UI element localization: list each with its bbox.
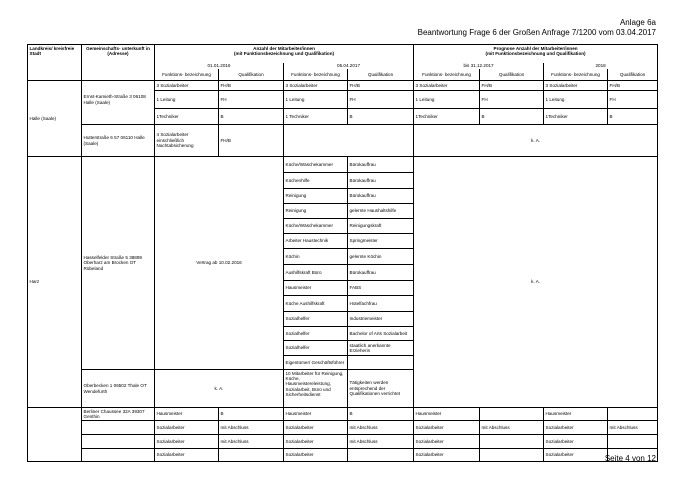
qualifikation-cell	[348, 356, 414, 370]
funktion-cell: Sozialhelfer	[284, 341, 348, 356]
col-qualifikation: Qualifikation	[480, 69, 544, 81]
funktion-cell: 4 Sozialarbeiter einschließlich Nachtabsicherung	[155, 125, 219, 157]
address-hutterstrasse: Hutterstraße 6 57 06110 Halle (Saale)	[82, 125, 155, 157]
funktion-cell: Arbeiter Haustechnik	[284, 234, 348, 249]
landkreis-harz: Harz	[28, 157, 82, 408]
empty-cell	[284, 125, 414, 157]
qualifikation-cell	[480, 435, 544, 449]
keine-angabe: k. A.	[414, 157, 658, 408]
col-qualifikation: Qualifikation	[608, 69, 658, 81]
document-title: Beantwortung Frage 6 der Großen Anfrage 7/1200 vom 03.04.2017	[417, 28, 656, 37]
funktion-cell: Sozialarbeiter	[544, 421, 608, 435]
funktion-cell: 1 Leitung	[414, 91, 480, 109]
qualifikation-cell: staatlich anerkannte Erzieherin	[348, 341, 414, 356]
qualifikation-cell: mit Abschluss	[348, 435, 414, 449]
qualifikation-cell: B	[219, 109, 284, 125]
qualifikation-cell: mit Abschluss	[219, 435, 284, 449]
header-anzahl-sub: (mit Funktionsbezeichnung und Qualifikation)	[234, 50, 335, 56]
qualifikation-cell: FH/B	[219, 125, 284, 157]
funktion-cell: 1 Leitung	[284, 91, 348, 109]
funktion-cell: Reinigung	[284, 189, 348, 204]
qualifikation-cell: FH/B	[608, 81, 658, 91]
funktion-cell: Küchenhilfe	[284, 173, 348, 189]
funktion-cell: Reinigung	[284, 204, 348, 219]
funktion-cell: Sozialarbeiter	[155, 449, 219, 462]
funktion-cell: 3 Sozialarbeiter	[284, 81, 348, 91]
qualifikation-cell: mit Abschluss	[480, 421, 544, 435]
date-2018: 2018	[544, 63, 658, 69]
funktion-cell: Hausmeister	[544, 408, 608, 421]
date-2016: 01.01.2016	[155, 63, 284, 69]
qualifikation-cell: gelernte Köchin	[348, 249, 414, 265]
header-prognose	[414, 45, 658, 63]
landkreis-halle: Halle (Saale)	[28, 81, 82, 157]
qualifikation-cell: FH	[480, 91, 544, 109]
table-row	[28, 408, 658, 421]
header-prognose-title: Prognose Anzahl der Mitarbeiter/innen	[493, 45, 578, 51]
annex-label: Anlage 6a	[619, 18, 656, 27]
header-anzahl	[155, 45, 414, 63]
qualifikation-cell: Bachelor of Arts Sozialarbeit	[348, 327, 414, 341]
funktion-cell: Sozialarbeiter	[544, 435, 608, 449]
funktion-cell: Küche/Wäschekammer	[284, 219, 348, 234]
address-hasselfelder: Hasselfelder Straße 5 38889 Oberharz am Brocken OT Rübeland	[82, 157, 155, 370]
funktion-cell: Sozialarbeiter	[284, 435, 348, 449]
col-funktion: Funktions- bezeichnung	[155, 69, 219, 81]
empty-cell	[82, 435, 155, 449]
funktion-cell: Sozialarbeiter	[414, 449, 480, 462]
harz-group	[28, 157, 658, 462]
col-funktion: Funktions- bezeichnung	[414, 69, 480, 81]
funktion-cell: 1Techniker	[155, 109, 219, 125]
funktion-cell: Sozialarbeiter	[414, 421, 480, 435]
col-qualifikation: Qualifikation	[219, 69, 284, 81]
qualifikation-cell: FH	[608, 91, 658, 109]
qualifikation-cell: mit Abschluss	[219, 421, 284, 435]
staff-table	[27, 44, 658, 462]
keine-angabe: k. A.	[414, 125, 658, 157]
qualifikation-cell: Springmeister	[348, 234, 414, 249]
funktion-cell: Hausmeister	[284, 281, 348, 296]
funktion-cell: 3 Sozialarbeiter	[544, 81, 608, 91]
header-anzahl-title: Anzahl der Mitarbeiter/innen	[253, 45, 315, 51]
keine-angabe: k. A.	[155, 370, 284, 408]
funktion-cell: Sozialarbeiter	[155, 421, 219, 435]
qualifikation-cell: FH	[348, 91, 414, 109]
qualifikation-cell: Industriemeister	[348, 312, 414, 327]
funktion-cell: 10 Mitarbeiter für Reinigung, Küche, Hausmeistereleistung, Sozialarbeit, Büro und Sicherheitsdienst	[284, 370, 348, 408]
table-row	[28, 421, 658, 435]
empty-cell	[82, 449, 155, 462]
col-funktion: Funktions- bezeichnung	[284, 69, 348, 81]
funktion-cell: Sozialhelfer	[284, 327, 348, 341]
qualifikation-cell: FABS	[348, 281, 414, 296]
funktion-cell: 3 Sozialarbeiter	[414, 81, 480, 91]
date-2017: 05.04.2017	[284, 63, 414, 69]
funktion-cell: Küche Aushilfskraft	[284, 296, 348, 312]
funktion-cell: Eigentümer/ Geschäftsführer	[284, 356, 348, 370]
funktion-cell: Sozialarbeiter	[284, 421, 348, 435]
qualifikation-cell: Reinigungskraft	[348, 219, 414, 234]
funktion-cell: Sozialarbeiter	[284, 449, 348, 462]
qualifikation-cell: FH/B	[348, 81, 414, 91]
funktion-cell: 1 Leitung	[155, 91, 219, 109]
empty-cell	[82, 109, 155, 125]
qualifikation-cell: B	[348, 109, 414, 125]
funktion-cell: Hausmeister	[155, 408, 219, 421]
qualifikation-cell: FH/B	[219, 81, 284, 91]
qualifikation-cell: Bürokauffrau	[348, 265, 414, 281]
funktion-cell: 3 Sozialarbeiter	[155, 81, 219, 91]
qualifikation-cell	[480, 408, 544, 421]
empty-cell	[82, 81, 155, 91]
address-ernst-kamieth: Ernst-Kamieth-Straße 3 06108 Halle (Saale)	[82, 91, 155, 109]
vertrag-cell: Vertrag ab 10.02.2016	[155, 157, 284, 370]
address-berliner-chaussee: Berliner Chaussee 32A 39307 Genthin	[82, 408, 155, 421]
qualifikation-cell: gelernte Haushaltshilfe	[348, 204, 414, 219]
funktion-cell: 1 Leitung	[544, 91, 608, 109]
funktion-cell: Sozialarbeiter	[414, 435, 480, 449]
table-row	[28, 435, 658, 449]
qualifikation-cell	[480, 449, 544, 462]
qualifikation-cell: Bürokauffrau	[348, 189, 414, 204]
page-number: Seite 4 von 12	[604, 454, 656, 463]
empty-cell	[82, 421, 155, 435]
funktion-cell: 1 Techniker	[284, 109, 348, 125]
funktion-cell: 1Techniker	[544, 109, 608, 125]
table-row	[28, 157, 658, 173]
col-funktion: Funktions- bezeichnung	[544, 69, 608, 81]
qualifikation-cell: FH	[219, 91, 284, 109]
funktion-cell: Hausmeister	[414, 408, 480, 421]
funktion-cell: Sozialhelfer	[284, 312, 348, 327]
funktion-cell: Köchin	[284, 249, 348, 265]
col-qualifikation: Qualifikation	[348, 69, 414, 81]
qualifikation-cell: FH/B	[480, 81, 544, 91]
qualifikation-cell	[608, 408, 658, 421]
qualifikation-cell	[608, 435, 658, 449]
qualifikation-cell	[219, 449, 284, 462]
table-row	[28, 449, 658, 462]
qualifikation-cell: Bürokauffrau	[348, 173, 414, 189]
landkreis-empty	[28, 408, 82, 462]
qualifikation-cell: mit Abschluss	[348, 421, 414, 435]
address-oberbecken: Oberbecken 1 06502 Thale OT Wendefurth	[82, 370, 155, 408]
qualifikation-cell: B	[480, 109, 544, 125]
qualifikation-cell: B	[608, 109, 658, 125]
qualifikation-cell: mit Abschluss	[608, 421, 658, 435]
date-bis-2017: bis 31.12.2017	[414, 63, 544, 69]
funktion-cell: Sozialarbeiter	[544, 449, 608, 462]
qualifikation-cell: Tätigkeiten werden entsprechend der Qualifikationen verrichtet	[348, 370, 414, 408]
qualifikation-cell: B	[219, 408, 284, 421]
qualifikation-cell: Hotelfachfrau	[348, 296, 414, 312]
header-unterkunft: Gemeinschafts- unterkunft in (Adresse)	[82, 45, 155, 81]
header-prognose-sub: (mit Funktionsbezeichnung und Qualifikation)	[485, 50, 586, 56]
qualifikation-cell: B	[348, 408, 414, 421]
header-landkreis: Landkreis/ kreisfreie Stadt	[28, 45, 82, 81]
funktion-cell: Küche/Wäschekammer	[284, 157, 348, 173]
qualifikation-cell: Bürokauffrau	[348, 157, 414, 173]
funktion-cell: Hausmeister	[284, 408, 348, 421]
funktion-cell: Sozialarbeiter	[155, 435, 219, 449]
qualifikation-cell	[348, 449, 414, 462]
funktion-cell: Aushilfskraft Büro	[284, 265, 348, 281]
funktion-cell: 1Techniker	[414, 109, 480, 125]
